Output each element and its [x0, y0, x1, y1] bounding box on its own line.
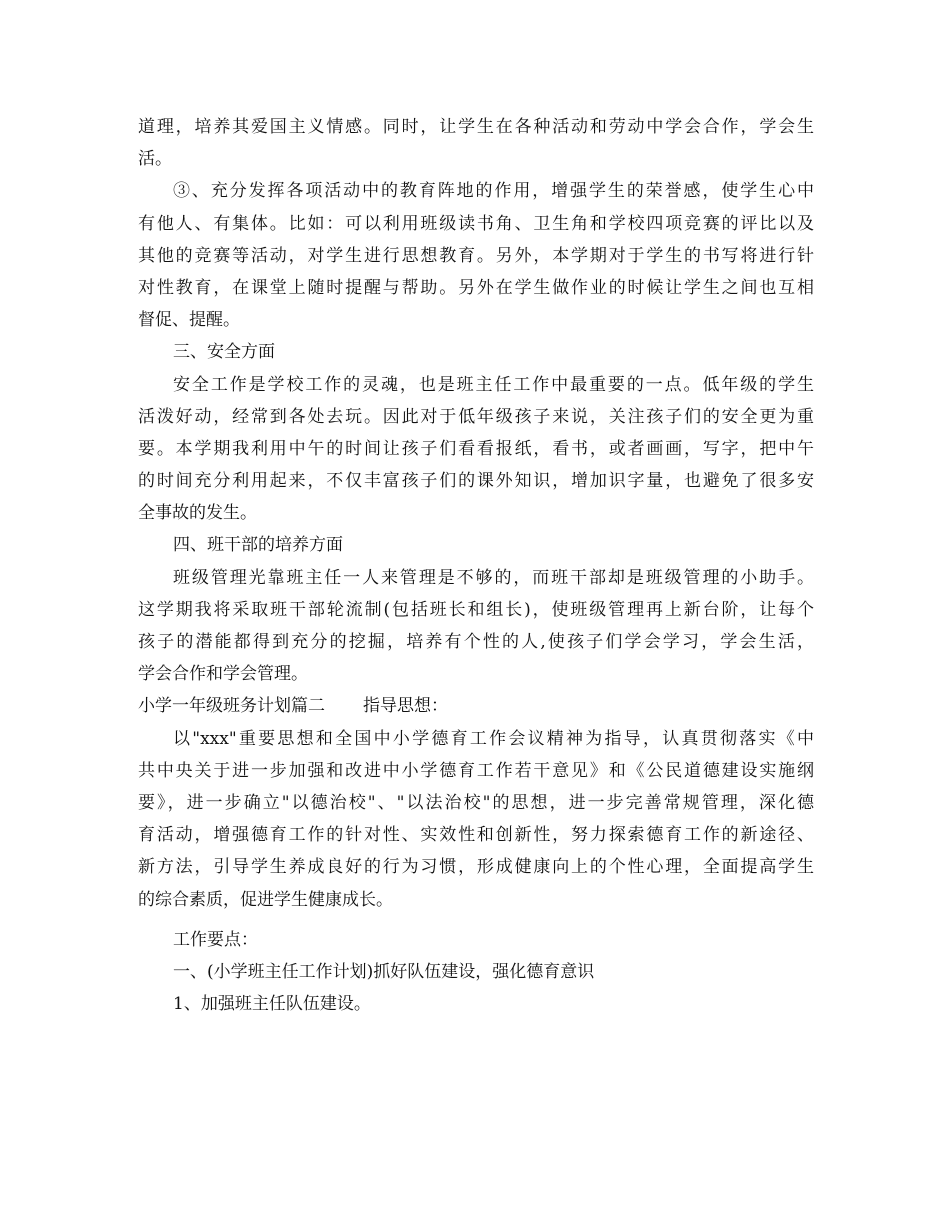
- paragraph-line: 其他的竞赛等活动，对学生进行思想教育。另外，本学期对于学生的书写将进行针: [138, 245, 814, 266]
- paragraph-line: 学会合作和学会管理。: [138, 664, 308, 685]
- document-page: [138, 111, 814, 1020]
- section-heading: 1、加强班主任队伍建设。: [173, 994, 371, 1015]
- paragraph-line: 共中央关于进一步加强和改进中小学德育工作若干意见》和《公民道德建设实施纲: [138, 760, 814, 781]
- section-heading: 一、(小学班主任工作计划)抓好队伍建设，强化德育意识: [173, 961, 595, 982]
- paragraph-line: 班级管理光靠班主任一人来管理是不够的，而班干部却是班级管理的小助手。: [173, 567, 814, 588]
- section-heading: 三、安全方面: [173, 342, 275, 363]
- paragraph-line: 道理，培养其爱国主义情感。同时，让学生在各种活动和劳动中学会合作，学会生: [138, 117, 814, 137]
- section-heading: 四、班干部的培养方面: [173, 535, 343, 556]
- paragraph-line: 活泼好动，经常到各处去玩。因此对于低年级孩子来说，关注孩子们的安全更为重: [138, 406, 814, 427]
- paragraph-line: 要。本学期我利用中午的时间让孩子们看看报纸，看书，或者画画，写字，把中午: [138, 438, 814, 459]
- paragraph-line: 督促、提醒。: [138, 310, 240, 331]
- guiding-thought-heading: 指导思想：: [363, 696, 448, 717]
- paragraph-line: 活。: [138, 149, 172, 170]
- paragraph-line: 这学期我将采取班干部轮流制(包括班长和组长)，使班级管理再上新台阶，让每个: [138, 599, 814, 620]
- paragraph-line: 安全工作是学校工作的灵魂，也是班主任工作中最重要的一点。低年级的学生: [173, 374, 814, 395]
- paragraph-line: 的综合素质，促进学生健康成长。: [138, 889, 393, 910]
- paragraph-line: 对性教育，在课堂上随时提醒与帮助。另外在学生做作业的时候让学生之间也互相: [138, 277, 814, 298]
- paragraph-line: 新方法，引导学生养成良好的行为习惯，形成健康向上的个性心理，全面提高学生: [138, 857, 814, 878]
- paragraph-line: 育活动，增强德育工作的针对性、实效性和创新性，努力探索德育工作的新途径、: [138, 825, 814, 846]
- section-heading: 工作要点：: [173, 929, 258, 950]
- paragraph-line: 以"xxx"重要思想和全国中小学德育工作会议精神为指导，认真贯彻落实《中: [173, 728, 814, 749]
- paragraph-line: 要》，进一步确立"以德治校"、"以法治校"的思想，进一步完善常规管理，深化德: [138, 792, 814, 813]
- paragraph-line: 有他人、有集体。比如：可以利用班级读书角、卫生角和学校四项竞赛的评比以及: [138, 213, 814, 234]
- paragraph-line: 孩子的潜能都得到充分的挖掘，培养有个性的人,使孩子们学会学习，学会生活，: [138, 632, 814, 652]
- plan-title: 小学一年级班务计划篇二: [138, 696, 325, 717]
- paragraph-line: 全事故的发生。: [138, 503, 257, 524]
- plan-heading-line: [138, 690, 814, 722]
- paragraph-line: ③、充分发挥各项活动中的教育阵地的作用，增强学生的荣誉感，使学生心中: [173, 181, 814, 202]
- paragraph-line: 的时间充分利用起来，不仅丰富孩子们的课外知识，增加识字量，也避免了很多安: [138, 471, 814, 492]
